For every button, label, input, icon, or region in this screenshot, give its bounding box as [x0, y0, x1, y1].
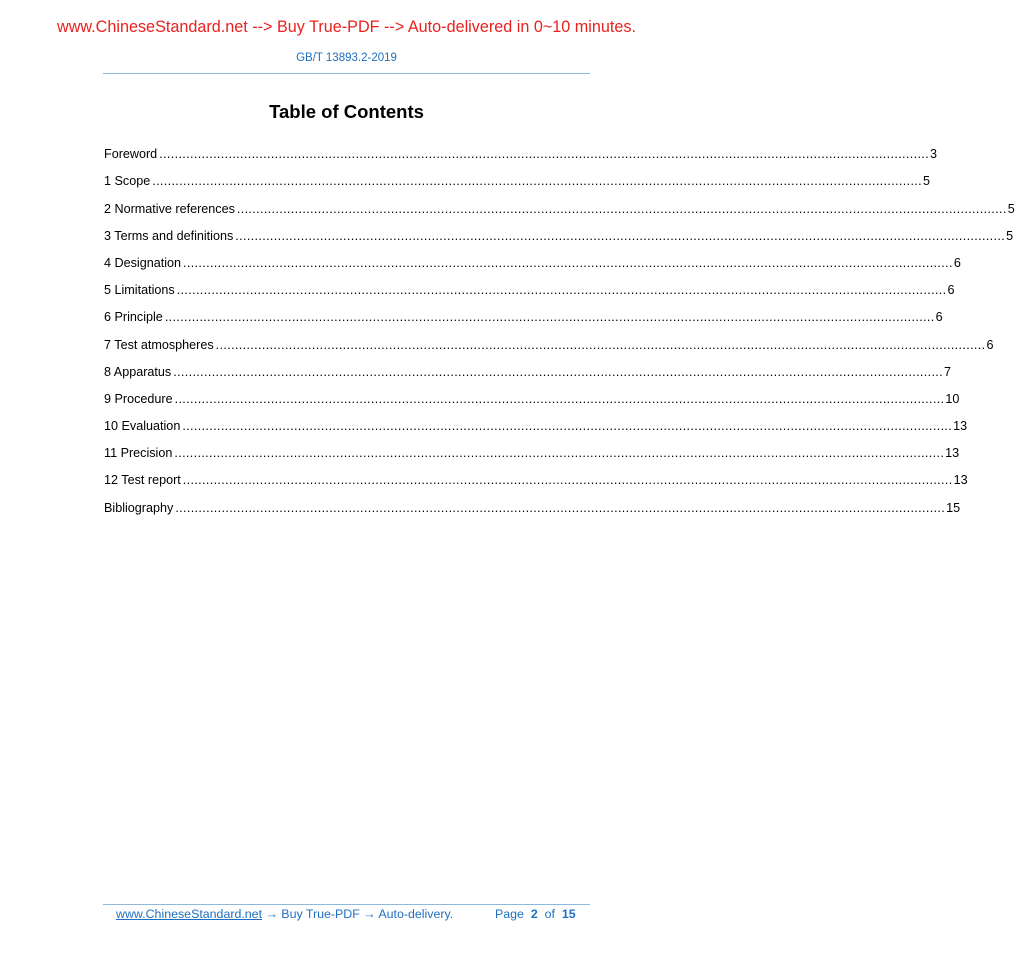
document-id-header: GB/T 13893.2-2019 — [296, 52, 397, 64]
total-pages-number: 15 — [561, 907, 576, 921]
dot-leader: ........................................................................................................................................................................................................ — [174, 391, 945, 406]
toc-entry-label: 12 Test report — [104, 473, 181, 488]
toc-entry-page: 13 — [953, 419, 968, 434]
toc-entry-principle[interactable] — [104, 298, 943, 325]
dot-leader: ........................................................................................................................................................................................................ — [175, 500, 946, 515]
toc-entry-limitations[interactable] — [104, 271, 955, 298]
toc-entry-test-atmospheres[interactable] — [104, 325, 994, 352]
toc-entry-page: 6 — [947, 283, 955, 298]
footer-divider — [103, 904, 590, 905]
toc-entry-label: 5 Limitations — [104, 283, 175, 298]
toc-entry-test-report[interactable] — [104, 461, 968, 488]
toc-entry-designation[interactable] — [104, 244, 961, 271]
toc-entry-label: Foreword — [104, 147, 158, 162]
toc-entry-scope[interactable] — [104, 162, 931, 189]
toc-entry-label: 10 Evaluation — [104, 419, 181, 434]
toc-entry-label: 1 Scope — [104, 174, 151, 189]
toc-entry-page: 6 — [935, 310, 943, 325]
toc-entry-normative-references[interactable] — [104, 189, 1015, 216]
dot-leader: ........................................................................................................................................................................................................ — [235, 228, 1006, 243]
toc-entry-evaluation[interactable] — [104, 407, 968, 434]
toc-entry-page: 6 — [986, 337, 994, 352]
toc-entry-terms-and-definitions[interactable] — [104, 217, 1014, 244]
current-page-number: 2 — [530, 907, 538, 921]
of-word: of — [544, 907, 555, 921]
toc-title: Table of Contents — [269, 101, 424, 122]
dot-leader: ........................................................................................................................................................................................................ — [173, 364, 944, 379]
toc-entry-label: 11 Precision — [104, 446, 173, 461]
toc-entry-label: 2 Normative references — [104, 201, 235, 216]
dot-leader: ........................................................................................................................................................................................................ — [152, 174, 923, 189]
toc-entry-page: 5 — [1006, 228, 1014, 243]
dot-leader: ........................................................................................................................................................................................................ — [215, 337, 986, 352]
toc-entry-procedure[interactable] — [104, 380, 960, 407]
dot-leader: ........................................................................................................................................................................................................ — [174, 446, 945, 461]
toc-entry-label: 7 Test atmospheres — [104, 337, 214, 352]
toc-entry-foreword[interactable] — [104, 135, 938, 162]
toc-entry-label: 8 Apparatus — [104, 364, 172, 379]
toc-entry-page: 3 — [930, 147, 938, 162]
page-footer — [116, 907, 586, 921]
toc-entry-page: 13 — [945, 446, 960, 461]
table-of-contents — [104, 135, 1015, 516]
toc-entry-bibliography[interactable] — [104, 488, 961, 515]
toc-entry-label: 3 Terms and definitions — [104, 228, 234, 243]
toc-entry-label: 9 Procedure — [104, 391, 173, 406]
footer-site-link[interactable]: www.ChineseStandard.net — [116, 907, 263, 921]
dot-leader: ........................................................................................................................................................................................................ — [182, 419, 953, 434]
footer-promo-text: → Buy True-PDF → Auto-delivery. — [262, 907, 454, 921]
toc-entry-label: 4 Designation — [104, 255, 182, 270]
dot-leader: ........................................................................................................................................................................................................ — [182, 473, 953, 488]
toc-entry-page: 5 — [923, 174, 931, 189]
toc-entry-page: 10 — [945, 391, 960, 406]
header-divider — [103, 73, 590, 74]
top-banner[interactable]: www.ChineseStandard.net --> Buy True-PDF --> Auto-delivered in 0~10 minutes. — [57, 18, 636, 36]
dot-leader: ........................................................................................................................................................................................................ — [236, 201, 1007, 216]
page-word: Page — [495, 907, 524, 921]
page-indicator — [495, 907, 576, 921]
toc-entry-page: 7 — [944, 364, 952, 379]
dot-leader: ........................................................................................................................................................................................................ — [176, 283, 947, 298]
toc-entry-apparatus[interactable] — [104, 353, 952, 380]
toc-entry-page: 6 — [953, 255, 961, 270]
toc-entry-label: Bibliography — [104, 500, 174, 515]
toc-entry-page: 15 — [946, 500, 961, 515]
toc-entry-label: 6 Principle — [104, 310, 163, 325]
toc-entry-page: 13 — [953, 473, 968, 488]
dot-leader: ........................................................................................................................................................................................................ — [159, 147, 929, 162]
toc-entry-page: 5 — [1007, 201, 1015, 216]
dot-leader: ........................................................................................................................................................................................................ — [164, 310, 935, 325]
dot-leader: ........................................................................................................................................................................................................ — [183, 255, 953, 270]
toc-entry-precision[interactable] — [104, 434, 960, 461]
